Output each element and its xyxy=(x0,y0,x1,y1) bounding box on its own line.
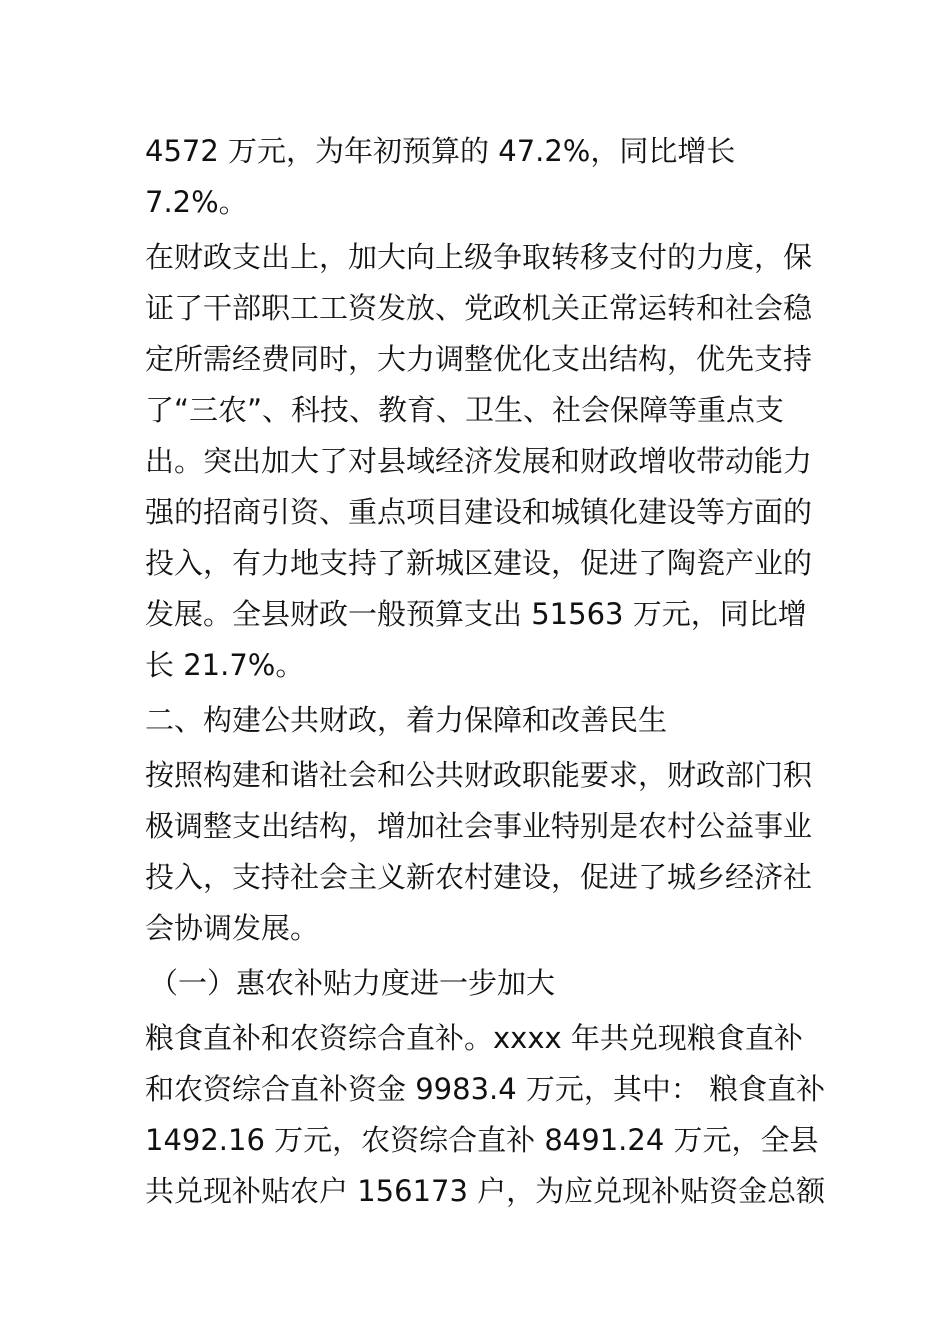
text-line: 和农资综合直补资金 9983.4 万元，其中： 粮食直补 xyxy=(145,1072,826,1106)
text-line: 投入，支持社会主义新农村建设，促进了城乡经济社 xyxy=(145,860,813,894)
section-heading: 二、构建公共财政，着力保障和改善民生 xyxy=(145,703,668,737)
paragraph-start-line: 按照构建和谐社会和公共财政职能要求，财政部门积 xyxy=(145,758,813,792)
text-line: 定所需经费同时，大力调整优化支出结构，优先支持 xyxy=(145,342,813,376)
text-line: 共兑现补贴农户 156173 户，为应兑现补贴资金总额 xyxy=(145,1174,826,1208)
text-line: 证了干部职工工资发放、党政机关正常运转和社会稳 xyxy=(145,291,813,325)
subsection-heading: （一）惠农补贴力度进一步加大 xyxy=(149,966,556,1000)
text-line: 了“三农”、科技、教育、卫生、社会保障等重点支 xyxy=(145,393,785,427)
text-line: 投入，有力地支持了新城区建设，促进了陶瓷产业的 xyxy=(145,546,813,580)
text-line: 7.2%。 xyxy=(145,185,248,219)
paragraph-start-line: 粮食直补和农资综合直补。xxxx 年共兑现粮食直补 xyxy=(145,1021,803,1055)
text-line: 长 21.7%。 xyxy=(145,648,305,682)
text-line: 4572 万元，为年初预算的 47.2%，同比增长 xyxy=(145,134,736,168)
text-line: 会协调发展。 xyxy=(145,911,320,945)
text-line: 极调整支出结构，增加社会事业特别是农村公益事业 xyxy=(145,809,813,843)
text-line: 强的招商引资、重点项目建设和城镇化建设等方面的 xyxy=(145,495,813,529)
text-line: 出。突出加大了对县域经济发展和财政增收带动能力 xyxy=(145,444,813,478)
body-text xyxy=(145,126,826,1217)
paragraph-start-line: 在财政支出上，加大向上级争取转移支付的力度，保 xyxy=(145,240,813,274)
text-line: 1492.16 万元，农资综合直补 8491.24 万元，全县 xyxy=(145,1123,819,1157)
text-line: 发展。全县财政一般预算支出 51563 万元，同比增 xyxy=(145,597,807,631)
